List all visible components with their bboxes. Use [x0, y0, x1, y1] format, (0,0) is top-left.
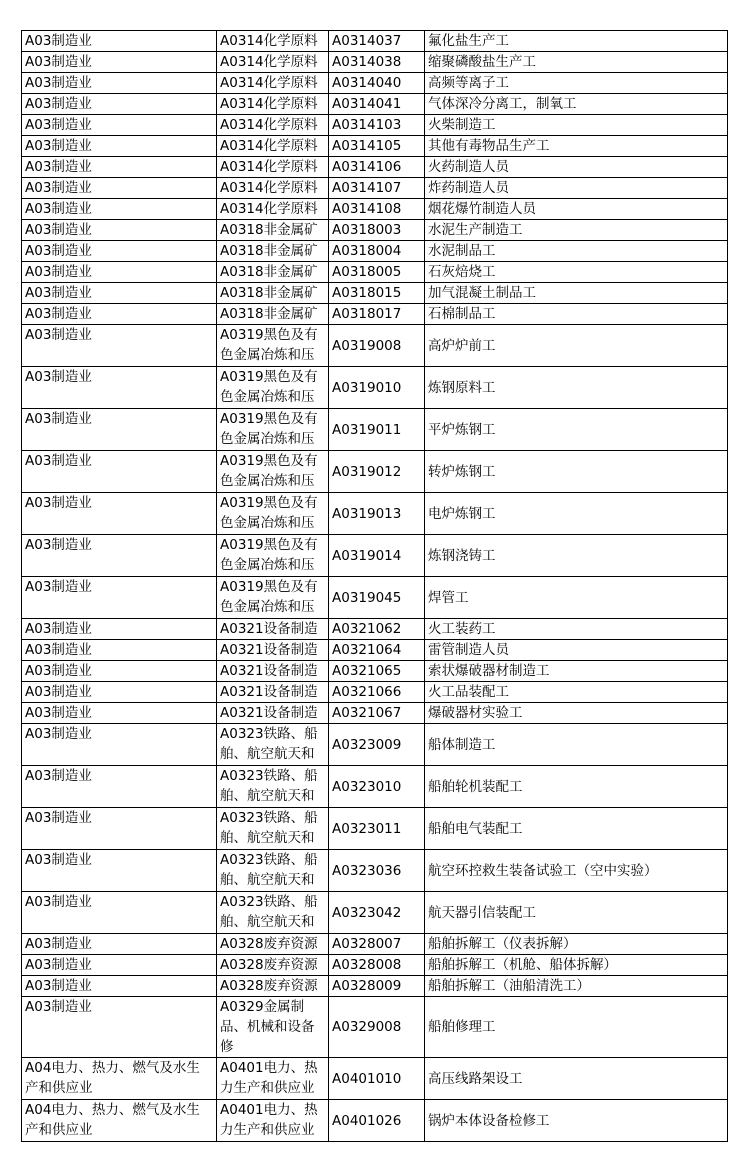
industry-subcategory-cell: A0323铁路、船舶、航空航天和: [217, 892, 329, 934]
industry-subcategory-cell: A0314化学原料: [217, 136, 329, 157]
industry-subcategory-cell: A0319黑色及有色金属冶炼和压: [217, 409, 329, 451]
industry-subcategory-cell: A0319黑色及有色金属冶炼和压: [217, 493, 329, 535]
industry-subcategory-cell: A0318非金属矿: [217, 241, 329, 262]
occupation-name-cell: 高炉炉前工: [425, 325, 728, 367]
industry-subcategory-cell: A0401电力、热力生产和供应业: [217, 1100, 329, 1142]
industry-subcategory-cell: A0319黑色及有色金属冶炼和压: [217, 535, 329, 577]
industry-subcategory-cell: A0314化学原料: [217, 199, 329, 220]
table-row: [22, 409, 728, 451]
occupation-name-cell: 石棉制品工: [425, 304, 728, 325]
table-row: [22, 703, 728, 724]
table-row: [22, 262, 728, 283]
occupation-name-cell: 爆破器材实验工: [425, 703, 728, 724]
occupation-code-cell: A0328009: [329, 976, 425, 997]
occupation-name-cell: 缩聚磷酸盐生产工: [425, 52, 728, 73]
occupation-code-cell: A0319014: [329, 535, 425, 577]
table-row: [22, 850, 728, 892]
occupation-name-cell: 航空环控救生装备试验工（空中实验）: [425, 850, 728, 892]
table-row: [22, 808, 728, 850]
occupation-name-cell: 高压线路架设工: [425, 1058, 728, 1100]
industry-category-cell: A03制造业: [22, 892, 217, 934]
occupation-code-cell: A0314106: [329, 157, 425, 178]
industry-category-cell: A03制造业: [22, 577, 217, 619]
industry-subcategory-cell: A0314化学原料: [217, 115, 329, 136]
industry-subcategory-cell: A0328废弃资源: [217, 976, 329, 997]
table-row: [22, 73, 728, 94]
table-row: [22, 724, 728, 766]
industry-subcategory-cell: A0314化学原料: [217, 94, 329, 115]
table-row: [22, 997, 728, 1058]
industry-subcategory-cell: A0321设备制造: [217, 640, 329, 661]
occupation-code-cell: A0319010: [329, 367, 425, 409]
table-row: [22, 136, 728, 157]
occupation-code-cell: A0319008: [329, 325, 425, 367]
industry-subcategory-cell: A0321设备制造: [217, 619, 329, 640]
occupation-code-cell: A0319045: [329, 577, 425, 619]
occupation-name-cell: 锅炉本体设备检修工: [425, 1100, 728, 1142]
occupation-name-cell: 气体深冷分离工，制氧工: [425, 94, 728, 115]
occupation-name-cell: 火药制造人员: [425, 157, 728, 178]
occupation-name-cell: 炼钢原料工: [425, 367, 728, 409]
occupation-code-cell: A0328008: [329, 955, 425, 976]
industry-category-cell: A03制造业: [22, 31, 217, 52]
occupation-code-cell: A0321064: [329, 640, 425, 661]
table-row: [22, 892, 728, 934]
table-row: [22, 640, 728, 661]
industry-subcategory-cell: A0319黑色及有色金属冶炼和压: [217, 367, 329, 409]
industry-category-cell: A03制造业: [22, 304, 217, 325]
occupation-code-cell: A0321065: [329, 661, 425, 682]
occupation-name-cell: 炸药制造人员: [425, 178, 728, 199]
industry-category-cell: A03制造业: [22, 724, 217, 766]
occupation-code-cell: A0401026: [329, 1100, 425, 1142]
industry-category-cell: A03制造业: [22, 682, 217, 703]
industry-category-cell: A03制造业: [22, 409, 217, 451]
industry-category-cell: A03制造业: [22, 52, 217, 73]
occupation-name-cell: 氟化盐生产工: [425, 31, 728, 52]
occupation-code-cell: A0318005: [329, 262, 425, 283]
table-row: [22, 976, 728, 997]
table-row: [22, 619, 728, 640]
industry-subcategory-cell: A0318非金属矿: [217, 283, 329, 304]
occupation-code-cell: A0321067: [329, 703, 425, 724]
table-row: [22, 325, 728, 367]
industry-category-cell: A03制造业: [22, 934, 217, 955]
industry-category-cell: A03制造业: [22, 241, 217, 262]
occupation-code-cell: A0318004: [329, 241, 425, 262]
industry-category-cell: A03制造业: [22, 451, 217, 493]
occupation-code-cell: A0323036: [329, 850, 425, 892]
industry-category-cell: A03制造业: [22, 199, 217, 220]
table-row: [22, 52, 728, 73]
occupation-code-cell: A0321062: [329, 619, 425, 640]
table-row: [22, 955, 728, 976]
occupation-code-cell: A0323042: [329, 892, 425, 934]
occupation-code-cell: A0319013: [329, 493, 425, 535]
industry-category-cell: A03制造业: [22, 661, 217, 682]
industry-subcategory-cell: A0318非金属矿: [217, 304, 329, 325]
occupation-name-cell: 水泥生产制造工: [425, 220, 728, 241]
industry-category-cell: A03制造业: [22, 955, 217, 976]
industry-category-cell: A03制造业: [22, 850, 217, 892]
table-row: [22, 115, 728, 136]
occupation-code-cell: A0314108: [329, 199, 425, 220]
industry-subcategory-cell: A0323铁路、船舶、航空航天和: [217, 766, 329, 808]
industry-category-cell: A03制造业: [22, 283, 217, 304]
industry-subcategory-cell: A0323铁路、船舶、航空航天和: [217, 850, 329, 892]
occupation-name-cell: 索状爆破器材制造工: [425, 661, 728, 682]
industry-category-cell: A03制造业: [22, 157, 217, 178]
industry-category-cell: A03制造业: [22, 535, 217, 577]
table-row: [22, 157, 728, 178]
industry-subcategory-cell: A0318非金属矿: [217, 262, 329, 283]
table-row: [22, 220, 728, 241]
table-row: [22, 766, 728, 808]
occupation-name-cell: 船舶拆解工（油船清洗工）: [425, 976, 728, 997]
industry-category-cell: A03制造业: [22, 976, 217, 997]
occupation-code-cell: A0321066: [329, 682, 425, 703]
occupation-name-cell: 火柴制造工: [425, 115, 728, 136]
table-row: [22, 367, 728, 409]
table-row: [22, 934, 728, 955]
occupation-name-cell: 航天器引信装配工: [425, 892, 728, 934]
occupation-code-cell: A0314040: [329, 73, 425, 94]
industry-subcategory-cell: A0321设备制造: [217, 703, 329, 724]
occupation-name-cell: 船舶修理工: [425, 997, 728, 1058]
occupation-code-cell: A0314105: [329, 136, 425, 157]
industry-category-cell: A03制造业: [22, 766, 217, 808]
table-row: [22, 304, 728, 325]
industry-category-cell: A03制造业: [22, 220, 217, 241]
occupation-code-cell: A0314107: [329, 178, 425, 199]
occupation-name-cell: 焊管工: [425, 577, 728, 619]
industry-category-cell: A03制造业: [22, 73, 217, 94]
industry-subcategory-cell: A0323铁路、船舶、航空航天和: [217, 808, 329, 850]
occupation-name-cell: 电炉炼钢工: [425, 493, 728, 535]
occupation-code-cell: A0323010: [329, 766, 425, 808]
occupation-name-cell: 火工装药工: [425, 619, 728, 640]
table-row: [22, 283, 728, 304]
industry-category-cell: A03制造业: [22, 367, 217, 409]
occupation-name-cell: 船舶电气装配工: [425, 808, 728, 850]
occupation-code-cell: A0323011: [329, 808, 425, 850]
occupation-name-cell: 转炉炼钢工: [425, 451, 728, 493]
table-row: [22, 451, 728, 493]
industry-category-cell: A03制造业: [22, 808, 217, 850]
industry-category-cell: A03制造业: [22, 640, 217, 661]
table-row: [22, 535, 728, 577]
occupation-code-cell: A0323009: [329, 724, 425, 766]
occupation-name-cell: 烟花爆竹制造人员: [425, 199, 728, 220]
table-row: [22, 682, 728, 703]
occupation-name-cell: 其他有毒物品生产工: [425, 136, 728, 157]
industry-subcategory-cell: A0319黑色及有色金属冶炼和压: [217, 577, 329, 619]
occupation-name-cell: 水泥制品工: [425, 241, 728, 262]
table-body: [22, 31, 728, 1142]
table-row: [22, 577, 728, 619]
occupation-name-cell: 高频等离子工: [425, 73, 728, 94]
industry-category-cell: A03制造业: [22, 262, 217, 283]
industry-subcategory-cell: A0319黑色及有色金属冶炼和压: [217, 451, 329, 493]
occupation-code-cell: A0314103: [329, 115, 425, 136]
occupation-code-cell: A0329008: [329, 997, 425, 1058]
occupation-code-cell: A0314041: [329, 94, 425, 115]
industry-subcategory-cell: A0318非金属矿: [217, 220, 329, 241]
table-row: [22, 199, 728, 220]
industry-subcategory-cell: A0321设备制造: [217, 682, 329, 703]
industry-category-cell: A04电力、热力、燃气及水生产和供应业: [22, 1100, 217, 1142]
occupation-name-cell: 船体制造工: [425, 724, 728, 766]
industry-category-cell: A03制造业: [22, 115, 217, 136]
table-row: [22, 493, 728, 535]
industry-category-cell: A03制造业: [22, 619, 217, 640]
table-row: [22, 31, 728, 52]
industry-category-cell: A03制造业: [22, 325, 217, 367]
occupation-name-cell: 船舶轮机装配工: [425, 766, 728, 808]
industry-subcategory-cell: A0328废弃资源: [217, 955, 329, 976]
occupation-name-cell: 船舶拆解工（仪表拆解）: [425, 934, 728, 955]
occupation-name-cell: 平炉炼钢工: [425, 409, 728, 451]
industry-category-cell: A03制造业: [22, 178, 217, 199]
table-row: [22, 1100, 728, 1142]
industry-category-cell: A03制造业: [22, 997, 217, 1058]
table-row: [22, 241, 728, 262]
industry-subcategory-cell: A0321设备制造: [217, 661, 329, 682]
industry-subcategory-cell: A0314化学原料: [217, 157, 329, 178]
table-row: [22, 661, 728, 682]
industry-subcategory-cell: A0401电力、热力生产和供应业: [217, 1058, 329, 1100]
industry-subcategory-cell: A0314化学原料: [217, 31, 329, 52]
industry-subcategory-cell: A0314化学原料: [217, 178, 329, 199]
occupation-code-cell: A0401010: [329, 1058, 425, 1100]
occupation-code-table: [21, 30, 728, 1142]
table-row: [22, 94, 728, 115]
occupation-code-cell: A0318015: [329, 283, 425, 304]
industry-subcategory-cell: A0314化学原料: [217, 52, 329, 73]
industry-subcategory-cell: A0328废弃资源: [217, 934, 329, 955]
occupation-code-cell: A0314038: [329, 52, 425, 73]
industry-subcategory-cell: A0323铁路、船舶、航空航天和: [217, 724, 329, 766]
occupation-code-cell: A0328007: [329, 934, 425, 955]
table-row: [22, 1058, 728, 1100]
industry-category-cell: A03制造业: [22, 136, 217, 157]
occupation-name-cell: 雷管制造人员: [425, 640, 728, 661]
industry-category-cell: A04电力、热力、燃气及水生产和供应业: [22, 1058, 217, 1100]
occupation-code-cell: A0314037: [329, 31, 425, 52]
table-row: [22, 178, 728, 199]
occupation-code-cell: A0319011: [329, 409, 425, 451]
occupation-name-cell: 加气混凝土制品工: [425, 283, 728, 304]
occupation-code-cell: A0318003: [329, 220, 425, 241]
occupation-name-cell: 船舶拆解工（机舱、船体拆解）: [425, 955, 728, 976]
occupation-code-cell: A0319012: [329, 451, 425, 493]
industry-subcategory-cell: A0314化学原料: [217, 73, 329, 94]
occupation-name-cell: 炼钢浇铸工: [425, 535, 728, 577]
industry-category-cell: A03制造业: [22, 703, 217, 724]
industry-category-cell: A03制造业: [22, 94, 217, 115]
industry-subcategory-cell: A0329金属制品、机械和设备修: [217, 997, 329, 1058]
industry-subcategory-cell: A0319黑色及有色金属冶炼和压: [217, 325, 329, 367]
occupation-name-cell: 石灰焙烧工: [425, 262, 728, 283]
occupation-name-cell: 火工品装配工: [425, 682, 728, 703]
occupation-code-cell: A0318017: [329, 304, 425, 325]
industry-category-cell: A03制造业: [22, 493, 217, 535]
